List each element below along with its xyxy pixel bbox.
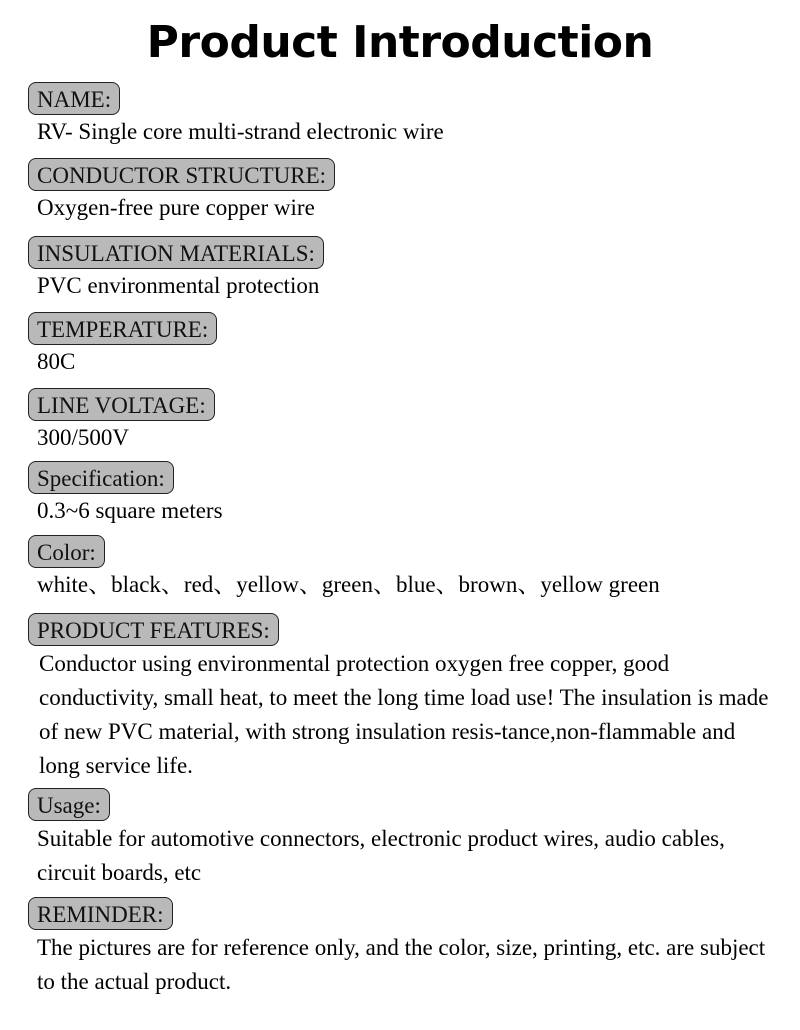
section-value-conductor-structure: Oxygen-free pure copper wire [37,195,315,220]
section-label-temperature: TEMPERATURE: [28,312,217,345]
section-value-color: white、black、red、yellow、green、blue、brown、yellow green [37,572,660,597]
section-usage [28,788,778,890]
section-name [28,82,778,149]
section-label-usage: Usage: [28,788,110,821]
section-conductor-structure [28,158,778,225]
section-insulation-materials [28,236,778,303]
section-label-name: NAME: [28,82,120,115]
section-value-temperature: 80C [37,349,76,374]
section-value-line-voltage: 300/500V [37,425,129,450]
section-value-insulation-materials: PVC environmental protection [37,273,320,298]
section-temperature [28,312,778,379]
section-value-usage: Suitable for automotive connectors, electronic product wires, audio cables, circuit boards, etc [37,826,725,885]
section-value-name: RV- Single core multi-strand electronic wire [37,119,444,144]
section-label-product-features: PRODUCT FEATURES: [28,613,279,646]
section-specification [28,461,778,528]
section-reminder [28,897,778,999]
section-label-color: Color: [28,535,105,568]
section-color [28,535,778,602]
section-line-voltage [28,388,778,455]
page-title: Product Introduction [146,17,654,68]
section-label-reminder: REMINDER: [28,897,173,930]
section-value-product-features: Conductor using environmental protection oxygen free copper, good conductivity, small heat, to meet the long time load use! The insulation is made of new PVC material, with strong insulation resis-tance,non-flammable and long service life. [39,651,769,778]
section-label-conductor-structure: CONDUCTOR STRUCTURE: [28,158,335,191]
section-label-specification: Specification: [28,461,174,494]
section-label-insulation-materials: INSULATION MATERIALS: [28,236,324,269]
section-value-reminder: The pictures are for reference only, and the color, size, printing, etc. are subject to the actual product. [37,935,766,994]
section-label-line-voltage: LINE VOLTAGE: [28,388,215,421]
section-product-features [28,613,778,783]
section-value-specification: 0.3~6 square meters [37,498,223,523]
